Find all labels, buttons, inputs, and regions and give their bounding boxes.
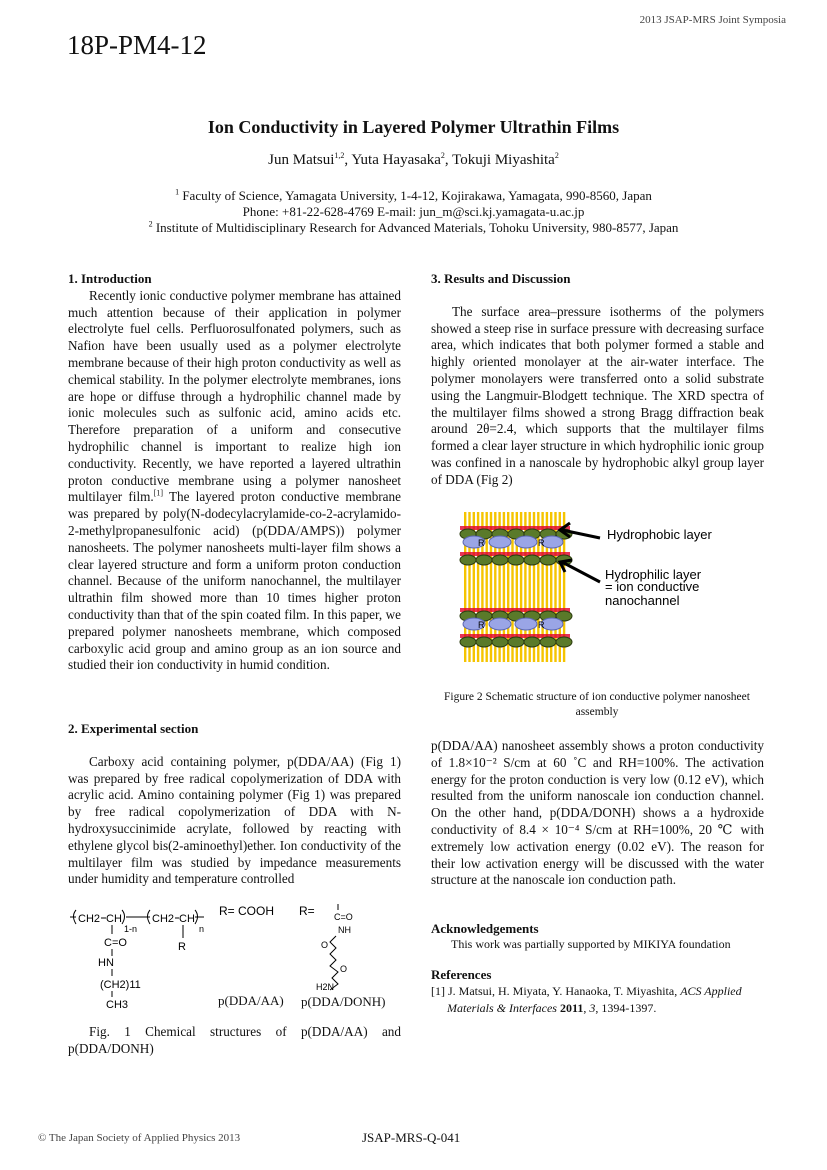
author-name: Tokuji Miyashita [452,152,555,168]
chem-r: R [178,941,186,953]
chem-ch: CH [106,913,122,925]
hydrophobic-unit [508,555,524,565]
affil-num: 2 [148,219,153,229]
results-section-2 [431,738,764,889]
hydrophobic-unit [492,555,508,565]
chem-ch3: CH3 [106,999,129,1011]
label-nanochannel: nanochannel [605,593,680,608]
paper-title: Ion Conductivity in Layered Polymer Ultrathin Films [207,117,620,137]
ionic-group [489,618,511,630]
ionic-group [515,618,537,630]
hydrophobic-unit [460,555,476,565]
r-equals: R= [299,904,315,918]
fig2-caption: Figure 2 Schematic structure of ion conductive polymer nanosheet assembly [444,691,750,718]
chem-ch2: CH2 [78,913,101,925]
page-code: JSAP-MRS-Q-041 [362,1130,461,1145]
author-name: Jun Matsui [268,152,335,168]
label-ion-conductive: = ion conductive [605,579,700,594]
ack-text: This work was partially supported by MIKIYA foundation [451,937,731,951]
affil-text: Faculty of Science, Yamagata University, 1-4-12, Kojirakawa, Yamagata, 990-8560, Japan [182,188,652,203]
affil-text: Institute of Multidisciplinary Research for Advanced Materials, Tohoku University, 980-8577, Japan [155,220,679,235]
exp-paragraph: Carboxy acid containing polymer, p(DDA/AA) (Fig 1) was prepared by free radical copolymerization of DDA with acrylic acid. Amino containing polymer (Fig 1) was prepared by free radical copolymerization of DDA with N-hydroxysuccinimide acrylate, followed by reacting with ethylene glycol bis(2-aminoethyl)ether. Ion conductivity of the multilayer film was studied by impedance measurements under humidity and temperature controlled [68,753,401,887]
hydrophobic-unit [460,637,476,647]
chem-o: O [340,964,348,974]
chem-ch2-11: (CH2)11 [100,979,141,991]
label-p-dda-donh: p(DDA/DONH) [301,994,386,1009]
hydrophobic-unit [492,637,508,647]
paper-code: 18P-PM4-12 [67,30,207,60]
fig2-schematic [450,510,750,670]
r-cooh: R= COOH [219,904,275,918]
chem-nh: NH [338,925,351,935]
label-p-dda-aa: p(DDA/AA) [218,993,284,1008]
hydrophobic-unit [540,637,556,647]
hydrophobic-unit [476,637,492,647]
chem-co: C=O [104,937,127,949]
hydrophobic-unit [556,637,572,647]
section-heading: 3. Results and Discussion [431,271,571,286]
arrow-hydrophilic [562,562,600,582]
hydrophobic-unit [540,555,556,565]
experimental-section [68,721,401,888]
fig1-caption [68,1024,401,1058]
label-hydrophilic: Hydrophilic layer [605,567,702,582]
chem-sub: n [199,924,205,934]
affiliations [0,188,827,236]
results-paragraph-2: p(DDA/AA) nanosheet assembly shows a proton conductivity of 1.8×10⁻² S/cm at 60 ˚C and RH=100%. The activation energy for the proton conduction is very low (0.12 eV), which resulted from the uniform nanoscale ion conduction channel. On the other hand, p(DDA/DONH) shows a a hydroxide conductivity of 8.4 × 10⁻⁴ S/cm at RH=100%, 20 ℃ with extremely low activation energy (0.02 eV). The reason for their low activation energy will be discussed with the water structure at the nanoscale ion conduction path. [431,738,764,888]
section-heading: 1. Introduction [68,271,152,286]
chem-ch: CH [179,913,195,925]
layer-assembly [460,512,572,662]
hydrophobic-unit [524,555,540,565]
chem-co2: C=O [334,912,353,922]
copyright: © The Japan Society of Applied Physics 2013 [38,1132,241,1144]
author-affil: 2 [440,151,445,160]
ionic-group [489,536,511,548]
hydrophobic-unit [508,637,524,647]
chem-hn: HN [98,957,114,969]
r-label: R [478,620,485,630]
label-hydrophobic: Hydrophobic layer [607,527,712,542]
symposium-header: 2013 JSAP-MRS Joint Symposia [639,14,786,26]
ionic-group [515,536,537,548]
hydrophobic-unit [476,555,492,565]
ack-heading: Acknowledgements [431,921,539,936]
intro-text: Recently ionic conductive polymer membrane has attained much attention because of their application in polymer electrolyte fuel cells. Perfluorosulfonated polymers, such as Nafion have been usually used as a polymer electrolyte membrane because of their high proton conductivity as well as chemical stability. In the polymer electrolyte membranes, ions are hope or diffuse through a hydrophilic channel made by ionic molecules such as sulfonic acid, amino acids etc. Therefore preparation of a uniform and consecutive hydrophilic channel is important to realize high ion conductivity. Recently, we have reported a layered ultrathin proton conductive membrane using a polymer nanosheet multilayer film. [68,287,401,505]
reference-item: [1] J. Matsui, H. Miyata, Y. Hanaoka, T. Miyashita, ACS Applied Materials & Interfaces 2011, 3, 1394-1397. [431,984,742,1015]
intro-section [68,271,401,674]
ref-heading: References [431,967,492,982]
r-label: R [538,538,545,548]
chem-o: O [321,940,329,950]
chem-ch2: CH2 [152,913,175,925]
author-affil: 1,2 [334,151,345,160]
section-heading: 2. Experimental section [68,721,199,736]
hydrophobic-unit [524,637,540,647]
results-section [431,271,764,489]
intro-text-cont: The layered proton conductive membrane was prepared by poly(N-dodecylacrylamide-co-2-acrylamido-2-methylpropanesulfonic acid) (p(DDA/AMPS)) polymer nanosheets. The polymer nanosheets multi-layer film shows a clear layered structure and form a uniform proton conduction channel. Because of the uniform nanochannel, the multilayer ultrathin film showed more than 10 times higher proton conductivity than that of the spin coated film. In this paper, we prepared polymer nanosheets membrane, which composed carboxylic acid group and amino group as an ion source and studied their ion conductivity in humid condition. [68,489,401,673]
affil-num: 1 [175,187,180,197]
acknowledgements [431,921,764,952]
author-name: Yuta Hayasaka [351,152,441,168]
r-label: R [538,620,545,630]
fig1-caption-text: Fig. 1 Chemical structures of p(DDA/AA) and p(DDA/DONH) [68,1024,401,1056]
results-paragraph: The surface area–pressure isotherms of the polymers showed a steep rise in surface pressure with decreasing surface area, which indicates that both polymer formed a stable and highly oriented monolayer at the air-water interface. The polymer monolayers were transferred onto a solid substrate using the Langmuir-Blodgett technique. The XRD spectra of the multilayer films showed a strong Bragg diffraction beak around 2θ=2.4, which supports that the multilayer films formed a clear layer structure in which hydrophilic ionic group was confined in a nanoscale by hydrophobic alkyl group layer of DDA (Fig 2) [431,303,764,487]
intro-paragraph [68,288,401,674]
chem-sub: 1-n [124,924,138,934]
references [431,966,771,1017]
author-list: Jun Matsui$^{1,2}$, Yuta Hayasaka$^2$, Tokuji Miyashita$^2$ [268,151,559,168]
affil-contact: Phone: +81-22-628-4769 E-mail: jun_m@sci.kj.yamagata-u.ac.jp [242,204,585,219]
chem-h2n: H2N [316,982,335,992]
citation: [1] [153,488,163,498]
r-label: R [478,538,485,548]
author-affil: 2 [554,151,559,160]
